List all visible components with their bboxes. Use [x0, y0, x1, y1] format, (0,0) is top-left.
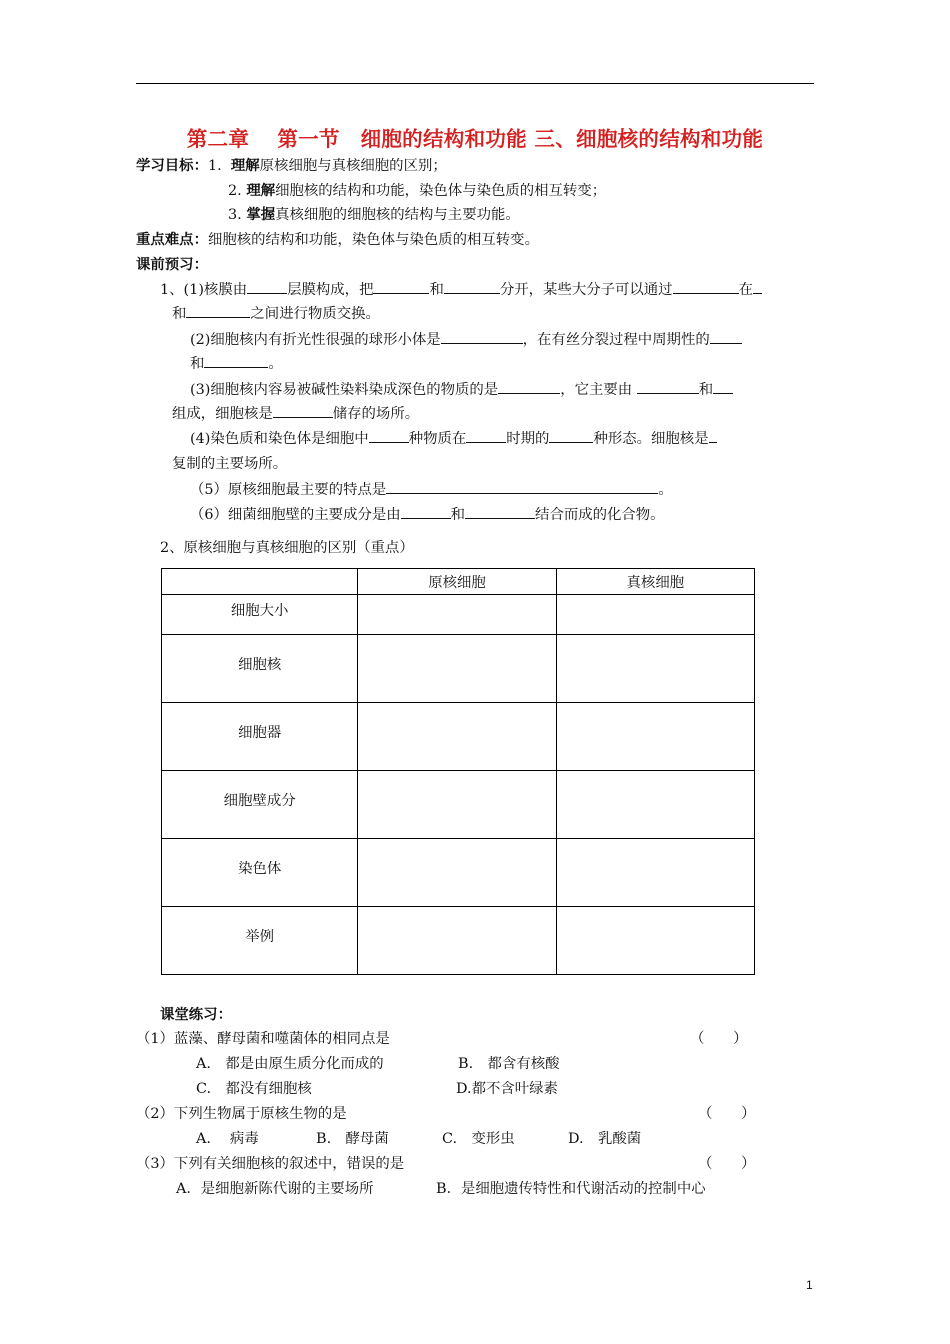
practice-q1-stem: （1）蓝藻、酵母菌和噬菌体的相同点是 — [136, 1031, 390, 1047]
page-number: 1 — [806, 1278, 813, 1292]
table-cell[interactable] — [358, 839, 556, 907]
table-cell[interactable] — [358, 771, 556, 839]
answer-paren[interactable]: （ ） — [698, 1156, 756, 1172]
preview-q1-line-7: (4)染色质和染色体是细胞中 种物质在 时期的 种形态。细胞核是 — [190, 429, 717, 449]
table-header-cell: 真核细胞 — [556, 569, 754, 595]
objectives-line-3: 3. 掌握真核细胞的细胞核的结构与主要功能。 — [228, 207, 520, 223]
table-row — [162, 703, 755, 771]
table-cell[interactable] — [556, 703, 754, 771]
row-label: 细胞器 — [162, 703, 358, 771]
table-cell[interactable] — [556, 595, 754, 635]
option-c[interactable]: C. 都没有细胞核 — [196, 1081, 312, 1097]
option-b[interactable]: B．是细胞遗传特性和代谢活动的控制中心 — [436, 1181, 706, 1197]
row-label: 染色体 — [162, 839, 358, 907]
blank[interactable] — [753, 280, 762, 294]
blank[interactable] — [710, 330, 742, 344]
preview-q1-line-2: 和 之间进行物质交换。 — [172, 306, 380, 322]
blank[interactable] — [673, 280, 739, 294]
table-cell[interactable] — [556, 907, 754, 975]
row-label: 细胞大小 — [162, 595, 358, 635]
table-cell[interactable] — [556, 771, 754, 839]
preview-q2-title: 2、原核细胞与真核细胞的区别（重点） — [160, 540, 414, 556]
blank[interactable] — [441, 330, 523, 344]
comparison-table — [161, 568, 755, 975]
blank[interactable] — [637, 380, 699, 394]
preview-q1-line-4: 和 。 — [190, 356, 283, 372]
table-cell[interactable] — [358, 703, 556, 771]
option-d[interactable]: D. 乳酸菌 — [568, 1131, 642, 1147]
answer-paren[interactable]: （ ） — [698, 1106, 756, 1122]
practice-q2-stem: （2）下列生物属于原核生物的是 — [136, 1106, 347, 1122]
option-a[interactable]: A．是细胞新陈代谢的主要场所 — [176, 1181, 374, 1197]
row-label: 举例 — [162, 907, 358, 975]
table-cell[interactable] — [358, 907, 556, 975]
blank[interactable] — [465, 505, 535, 519]
focus-label: 重点难点： — [136, 232, 208, 248]
blank[interactable] — [204, 354, 268, 368]
blank[interactable] — [498, 380, 560, 394]
row-label: 细胞壁成分 — [162, 771, 358, 839]
preview-q1-line-9: （5）原核细胞最主要的特点是 。 — [190, 482, 673, 498]
practice-label: 课堂练习： — [160, 1007, 232, 1023]
blank[interactable] — [549, 429, 593, 443]
page-title: 第二章 第一节 细胞的结构和功能 三、细胞核的结构和功能 — [186, 127, 764, 151]
table-cell[interactable] — [358, 635, 556, 703]
preview-label: 课前预习： — [136, 257, 208, 273]
table-row — [162, 635, 755, 703]
blank[interactable] — [186, 304, 250, 318]
table-header-row — [162, 569, 755, 595]
objectives-line-1: 学习目标：1. 理解原核细胞与真核细胞的区别； — [136, 158, 447, 174]
blank[interactable] — [713, 380, 733, 394]
practice-q3-stem: （3）下列有关细胞核的叙述中，错误的是 — [136, 1156, 405, 1172]
table-cell[interactable] — [556, 839, 754, 907]
preview-q1-line-1: 1、(1)核膜由 层膜构成，把 和 分开，某些大分子可以通过 在 — [160, 280, 762, 300]
blank[interactable] — [401, 505, 451, 519]
option-b[interactable]: B. 都含有核酸 — [458, 1056, 560, 1072]
preview-q1-line-10: （6）细菌细胞壁的主要成分是由 和 结合而成的化合物。 — [190, 507, 665, 523]
table-cell[interactable] — [358, 595, 556, 635]
objectives-line-2: 2. 理解细胞核的结构和功能，染色体与染色质的相互转变； — [228, 183, 607, 199]
table-row — [162, 907, 755, 975]
option-c[interactable]: C. 变形虫 — [442, 1131, 515, 1147]
blank[interactable] — [466, 429, 506, 443]
blank[interactable] — [709, 429, 717, 443]
table-row — [162, 595, 755, 635]
table-header-cell — [162, 569, 358, 595]
table-cell[interactable] — [556, 635, 754, 703]
objectives-label: 学习目标： — [136, 158, 208, 174]
row-label: 细胞核 — [162, 635, 358, 703]
blank[interactable] — [273, 404, 333, 418]
table-row — [162, 771, 755, 839]
option-b[interactable]: B. 酵母菌 — [316, 1131, 389, 1147]
preview-q1-line-8: 复制的主要场所。 — [172, 456, 288, 472]
option-a[interactable]: A. 都是由原生质分化而成的 — [196, 1056, 384, 1072]
answer-paren[interactable]: （ ） — [690, 1031, 748, 1047]
blank[interactable] — [369, 429, 409, 443]
header-rule — [136, 83, 814, 84]
preview-q1-line-3: (2)细胞核内有折光性很强的球形小体是 ，在有丝分裂过程中周期性的 — [190, 330, 742, 350]
option-a[interactable]: A. 病毒 — [196, 1131, 259, 1147]
focus-line: 重点难点：细胞核的结构和功能，染色体与染色质的相互转变。 — [136, 232, 539, 248]
table-row — [162, 839, 755, 907]
table-header-cell: 原核细胞 — [358, 569, 556, 595]
preview-q1-line-6: 组成，细胞核是 储存的场所。 — [172, 406, 420, 422]
preview-q1-line-5: (3)细胞核内容易被碱性染料染成深色的物质的是 ，它主要由 和 — [190, 380, 733, 400]
blank[interactable] — [373, 280, 429, 294]
blank[interactable] — [247, 280, 287, 294]
blank[interactable] — [386, 480, 658, 494]
option-d[interactable]: D.都不含叶绿素 — [456, 1081, 558, 1097]
blank[interactable] — [444, 280, 500, 294]
